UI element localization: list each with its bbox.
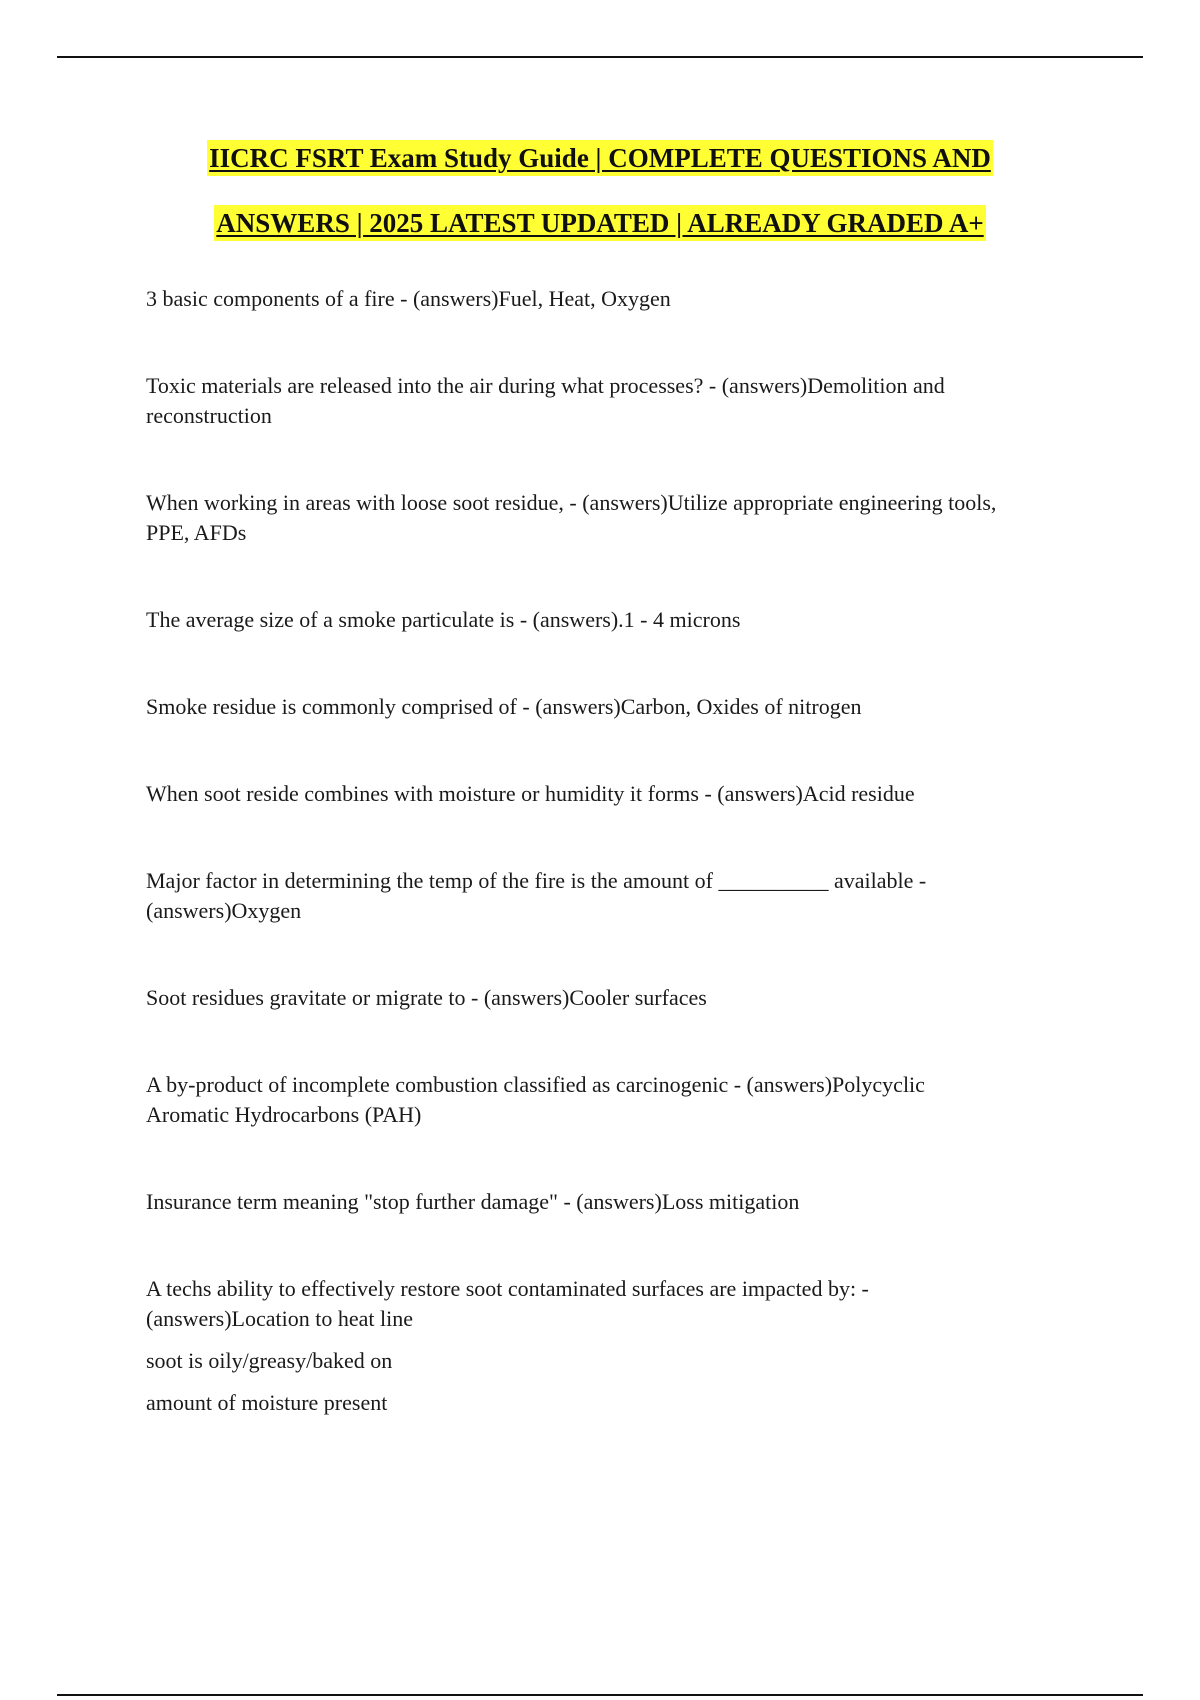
top-rule bbox=[57, 56, 1143, 58]
qa-text: Soot residues gravitate or migrate to - (answers)Cooler surfaces bbox=[146, 985, 707, 1010]
qa-continuation-line: amount of moisture present bbox=[146, 1390, 388, 1415]
qa-text: Insurance term meaning "stop further damage" - (answers)Loss mitigation bbox=[146, 1189, 800, 1214]
qa-list bbox=[146, 284, 1096, 1418]
qa-item bbox=[146, 866, 1096, 926]
qa-text: When working in areas with loose soot residue, - (answers)Utilize appropriate engineering tools, PPE, AFDs bbox=[146, 490, 997, 545]
qa-item bbox=[146, 779, 1096, 809]
qa-item bbox=[146, 692, 1096, 722]
qa-item bbox=[146, 1070, 1096, 1130]
qa-text: When soot reside combines with moisture or humidity it forms - (answers)Acid residue bbox=[146, 781, 915, 806]
qa-text: A by-product of incomplete combustion classified as carcinogenic - (answers)Polycyclic Aromatic Hydrocarbons (PAH) bbox=[146, 1072, 925, 1127]
qa-text: Smoke residue is commonly comprised of - (answers)Carbon, Oxides of nitrogen bbox=[146, 694, 862, 719]
qa-item bbox=[146, 983, 1096, 1013]
qa-text: The average size of a smoke particulate is - (answers).1 - 4 microns bbox=[146, 607, 741, 632]
qa-text: 3 basic components of a fire - (answers)Fuel, Heat, Oxygen bbox=[146, 286, 671, 311]
qa-text: A techs ability to effectively restore soot contaminated surfaces are impacted by: - (answers)Location to heat line bbox=[146, 1276, 869, 1331]
bottom-rule bbox=[57, 1694, 1143, 1696]
qa-item bbox=[146, 284, 1096, 314]
qa-item bbox=[146, 1274, 1096, 1418]
document-title bbox=[0, 140, 1200, 270]
qa-text: Toxic materials are released into the air during what processes? - (answers)Demolition and reconstruction bbox=[146, 373, 945, 428]
qa-continuation-line: soot is oily/greasy/baked on bbox=[146, 1348, 393, 1373]
title-line-1: IICRC FSRT Exam Study Guide | COMPLETE QUESTIONS AND bbox=[207, 140, 993, 176]
qa-item bbox=[146, 488, 1096, 548]
qa-text: Major factor in determining the temp of the fire is the amount of __________ available - (answers)Oxygen bbox=[146, 868, 927, 923]
qa-item bbox=[146, 371, 1096, 431]
qa-item bbox=[146, 1187, 1096, 1217]
title-line-2: ANSWERS | 2025 LATEST UPDATED | ALREADY GRADED A+ bbox=[214, 205, 985, 241]
qa-item bbox=[146, 605, 1096, 635]
